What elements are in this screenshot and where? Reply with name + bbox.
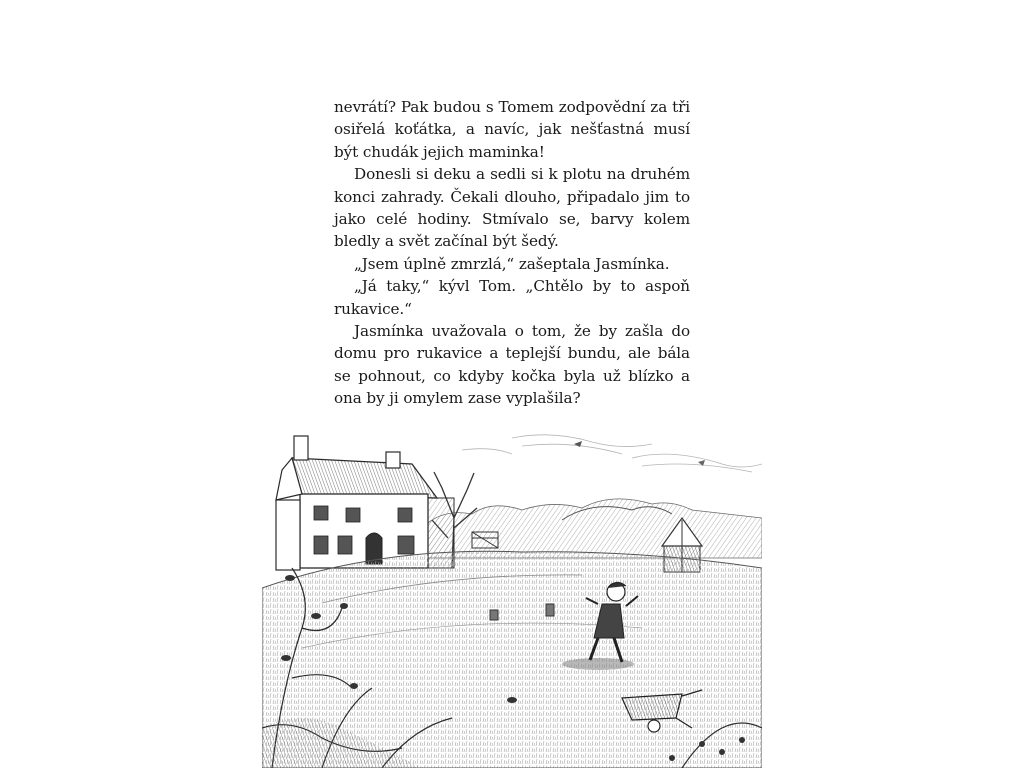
sky-clouds [462, 435, 762, 472]
paragraph-4: „Já taky,“ kývl Tom. „Chtělo by to aspoň rukavice.“ [334, 277, 690, 318]
paragraph-5: Jasmínka uvažovala o tom, že by zašla do domu pro rukavice a teplejší bundu, ale bála se pohnout, co kdyby kočka byla už blízko a ona by ji omylem zase vyplašila? [334, 322, 690, 408]
paragraph-2: Donesli si deku a sedli si k plotu na druhém konci zahrady. Čekali dlouho, připadalo jim to jako celé hodiny. Stmívalo se, barvy kolem bledly a svět začínal být šedý. [334, 165, 690, 251]
book-page-text [334, 96, 690, 410]
illustration-sketch [262, 428, 762, 768]
paragraph-3: „Jsem úplně zmrzlá,“ zašeptala Jasmínka. [354, 254, 670, 273]
cottage [276, 436, 454, 570]
paragraph-1: nevrátí? Pak budou s Tomem zodpovědní za tři osiřelá koťátka, a navíc, jak nešťastná musí být chudák jejich maminka! [334, 98, 690, 161]
garden-illustration [262, 428, 762, 768]
